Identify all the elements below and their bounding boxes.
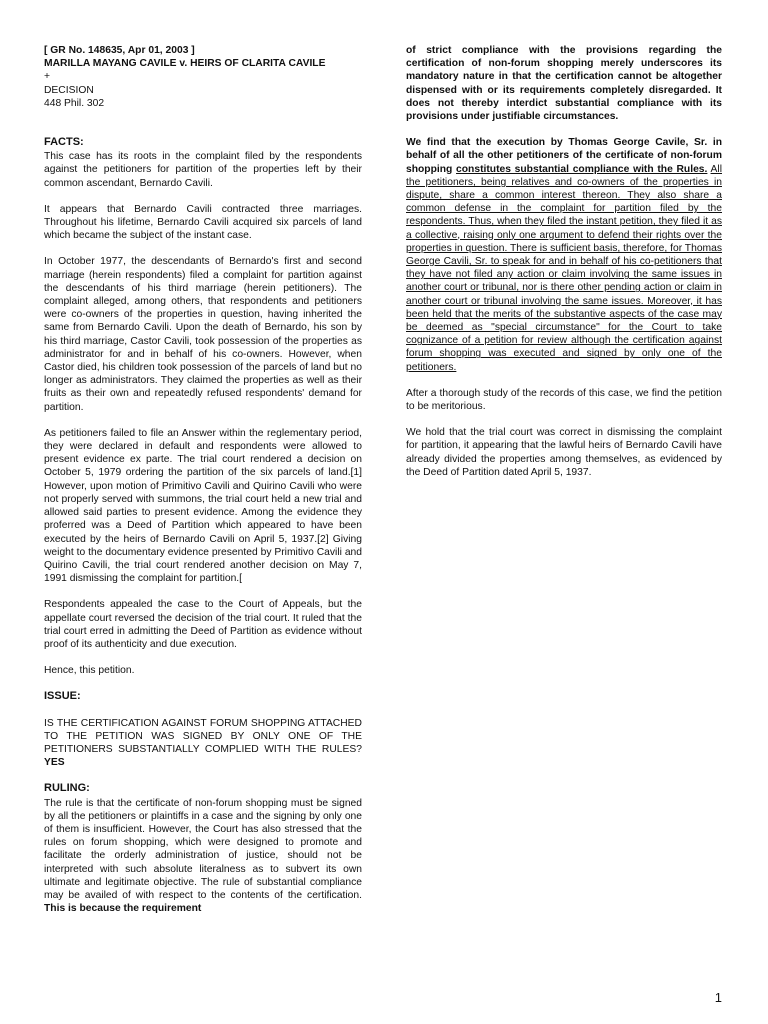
right-column xyxy=(406,44,722,492)
facts-paragraph-2: It appears that Bernardo Cavili contracted three marriages. Throughout his lifetime, Bernardo Cavili acquired six parcels of land which became the subject of the instant case. xyxy=(44,203,362,242)
plus-mark: + xyxy=(44,71,51,83)
ruling-paragraph-1 xyxy=(44,797,362,916)
ruling-p1-text: The rule is that the certificate of non-forum shopping must be signed by all the petitioners or plaintiffs in a case and the signing by only one of them is insufficient. However, the Court has also stressed that the rules on forum shopping, which were designed to promote and facilitate the orderly administration of justice, should not be interpreted with such absolute literalness as to subvert its own ultimate and legitimate objective. The rule of substantial compliance may be availed of with respect to the contents of the certification. xyxy=(44,797,362,901)
ruling-paragraph-1-continued xyxy=(406,44,722,123)
ruling-p2-bold: We find that the execution by Thomas George Cavile, Sr. in behalf of all the other petitioners of the certificate of non-forum shopping xyxy=(406,137,722,175)
case-number: [ GR No. 148635, Apr 01, 2003 ] xyxy=(44,45,195,56)
decision-label: DECISION xyxy=(44,84,94,96)
ruling-p1-bold-continued: of strict compliance with the provisions regarding the certification of non-forum shopping merely underscores its mandatory nature in that the certification cannot be altogether dispensed with or its requirements completely disregarded. It does not thereby interdict substantial compliance with its provisions under justifiable circumstances. xyxy=(406,45,722,123)
ruling-p1-bold: This is because the requirement xyxy=(44,903,202,915)
ruling-p2-bold-underlined: constitutes substantial compliance with the Rules. xyxy=(456,163,708,175)
ruling-paragraph-2 xyxy=(406,136,722,374)
ruling-paragraph-3: After a thorough study of the records of this case, we find the petition to be meritorious. xyxy=(406,387,722,413)
left-column xyxy=(44,44,362,928)
case-header xyxy=(44,44,362,110)
ruling-p2-underlined: All the petitioners, being relatives and co-owners of the properties in dispute, share a common interest thereon. They also share a common defense in the complaint for partition filed by the respondents. Thus, when they filed the instant petition, they filed it as a collective, raising only one argument to defend their rights over the properties in question. There is sufficient basis, therefore, for Thomas George Cavili, Sr. to speak for and in behalf of his co-petitioners that they have not filed any action or claim involving the same issues in another court or tribunal, nor is there other pending action or claim in another court or tribunal involving the same issues. Moreover, it has been held that the merits of the substantive aspects of the case may be deemed as "special circumstance" for the Court to take cognizance of a petition for review although the certification against forum shopping was executed and signed by only one of the petitioners. xyxy=(406,163,722,373)
issue-heading: ISSUE: xyxy=(44,690,81,703)
issue-text: IS THE CERTIFICATION AGAINST FORUM SHOPPING ATTACHED TO THE PETITION WAS SIGNED BY ONLY ONE OF THE PETITIONERS SUBSTANTIALLY COMPLIED WITH THE RULES? xyxy=(44,717,362,755)
facts-heading: FACTS: xyxy=(44,136,84,149)
facts-paragraph-3: In October 1977, the descendants of Bernardo's first and second marriage (herein respondents) filed a complaint for partition against the descendants of his third marriage (herein petitioners). The complaint alleged, among others, that respondents and petitioners were co-owners of the properties in question, having inherited the same from Bernardo Cavili. Upon the death of Bernardo, his son by his third marriage, Castor Cavili, took possession of the properties as administrator for and in behalf of his co-owners. However, when Castor died, his children took possession of the parcels of land but no longer as administrators. They claimed the properties as well as their fruits as their own and repeatedly refused respondents' demand for partition. xyxy=(44,256,362,413)
citation: 448 Phil. 302 xyxy=(44,97,105,109)
issue-question xyxy=(44,717,362,770)
ruling-heading: RULING: xyxy=(44,782,90,795)
case-title: MARILLA MAYANG CAVILE v. HEIRS OF CLARITA CAVILE xyxy=(44,58,326,70)
facts-paragraph-4: As petitioners failed to file an Answer within the reglementary period, they were declared in default and respondents were allowed to present evidence ex parte. The trial court rendered a decision on October 5, 1979 ordering the partition of the six parcels of land.[1] However, upon motion of Primitivo Cavili and Quirino Cavili who were not properly served with summons, the trial court held a new trial and allowed said parties to present evidence. Among the evidence they proferred was a Deed of Partition which appeared to have been executed by the heirs of Bernardo Cavili on April 5, 1937.[2] Giving weight to the documentary evidence presented by Primitivo Cavili and Quirino Cavili, the trial court rendered another decision on May 7, 1991 dismissing the complaint for partition.[ xyxy=(44,427,362,585)
page-number: 1 xyxy=(714,990,722,1005)
facts-paragraph-5: Respondents appealed the case to the Court of Appeals, but the appellate court reversed the decision of the trial court. It ruled that the trial court erred in admitting the Deed of Partition as evidence without proof of its authenticity and due execution. xyxy=(44,599,362,650)
facts-paragraph-1: This case has its roots in the complaint filed by the respondents against the petitioners for partition of the properties left by their common ascendant, Bernardo Cavili. xyxy=(44,151,362,189)
facts-paragraph-6: Hence, this petition. xyxy=(44,665,135,677)
issue-answer: YES xyxy=(44,757,65,769)
ruling-paragraph-4: We hold that the trial court was correct in dismissing the complaint for partition, it appearing that the lawful heirs of Bernardo Cavili have already divided the properties among themselves, as evidenced by the Deed of Partition dated April 5, 1937. xyxy=(406,427,722,478)
